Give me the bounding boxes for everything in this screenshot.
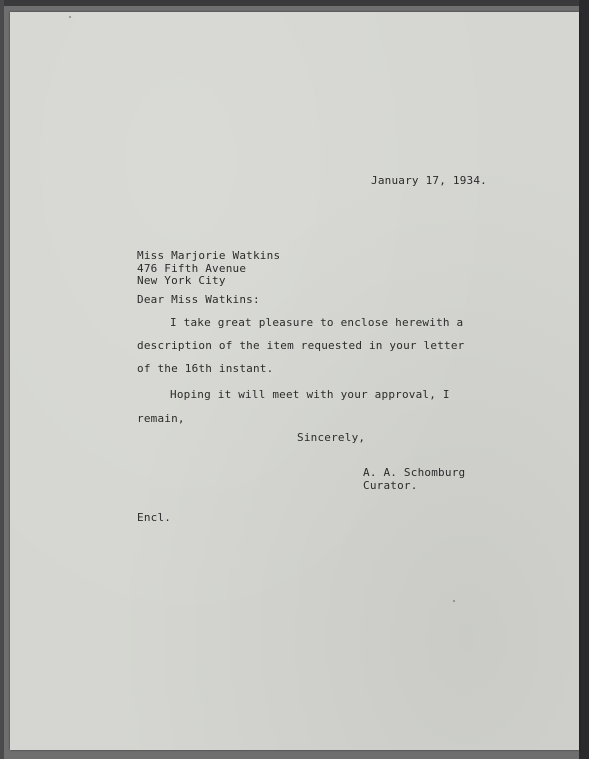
recipient-name: Miss Marjorie Watkins: [137, 249, 281, 262]
letter-date: January 17, 1934.: [371, 174, 487, 187]
signature-name: A. A. Schomburg: [363, 466, 466, 479]
scan-border-right: [579, 0, 589, 759]
signature-title: Curator.: [363, 479, 418, 492]
scan-border-top: [0, 0, 589, 6]
recipient-city: New York City: [137, 274, 226, 287]
closing: Sincerely,: [297, 431, 366, 444]
recipient-street: 476 Fifth Avenue: [137, 262, 247, 275]
body-line-5: remain,: [137, 412, 185, 425]
enclosure-note: Encl.: [137, 511, 172, 524]
body-line-3: of the 16th instant.: [137, 362, 274, 375]
body-line-1: I take great pleasure to enclose herewith a: [170, 316, 464, 329]
paper-speck: [453, 600, 455, 602]
body-line-2: description of the item requested in your letter: [137, 339, 465, 352]
scan-border-left: [0, 0, 4, 759]
body-line-4: Hoping it will meet with your approval, I: [170, 388, 450, 401]
letter-page: [10, 12, 579, 750]
salutation: Dear Miss Watkins:: [137, 293, 260, 306]
paper-speck: [69, 16, 71, 18]
